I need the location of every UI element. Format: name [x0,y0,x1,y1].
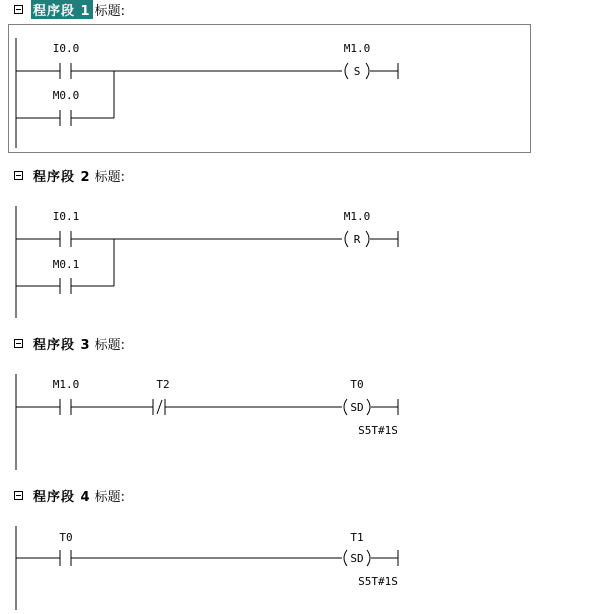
contact-operand[interactable]: M0.1 [52,258,80,271]
network-3-title[interactable]: 标题: [94,337,125,353]
network-2-title[interactable]: 标题: [94,169,125,185]
svg-text:S: S [353,65,361,78]
svg-text:SD: SD [350,401,364,414]
contact-no[interactable] [60,550,71,566]
timer-operand[interactable]: T0 [350,378,364,391]
network-2-label: 程序段 2 [33,169,91,185]
contact-no[interactable] [60,278,71,294]
contact-nc[interactable] [153,399,165,415]
network-1-label: 程序段 1 [31,0,93,19]
coil-set[interactable] [345,63,369,79]
timer-preset[interactable]: S5T#1S [358,424,398,437]
contact-operand[interactable]: I0.0 [52,42,80,55]
contact-operand[interactable]: M1.0 [52,378,80,391]
timer-operand[interactable]: T1 [350,531,364,544]
contact-no[interactable] [60,399,71,415]
network-3-label: 程序段 3 [33,337,91,353]
network-4-title[interactable]: 标题: [94,489,125,505]
svg-text:SD: SD [350,552,364,565]
coil-reset[interactable] [345,231,369,247]
network-4-label: 程序段 4 [33,489,91,505]
contact-no[interactable] [60,231,71,247]
svg-text:R: R [353,233,361,246]
coil-operand[interactable]: M1.0 [343,42,371,55]
contact-operand[interactable]: I0.1 [52,210,80,223]
contact-no[interactable] [60,110,71,126]
timer-preset[interactable]: S5T#1S [358,575,398,588]
coil-sd-timer[interactable] [344,399,370,415]
contact-operand[interactable]: M0.0 [52,89,80,102]
coil-sd-timer[interactable] [344,550,370,566]
network-1-title[interactable]: 标题: [94,3,125,19]
coil-operand[interactable]: M1.0 [343,210,371,223]
contact-operand[interactable]: T0 [59,531,73,544]
contact-operand[interactable]: T2 [156,378,170,391]
contact-no[interactable] [60,63,71,79]
